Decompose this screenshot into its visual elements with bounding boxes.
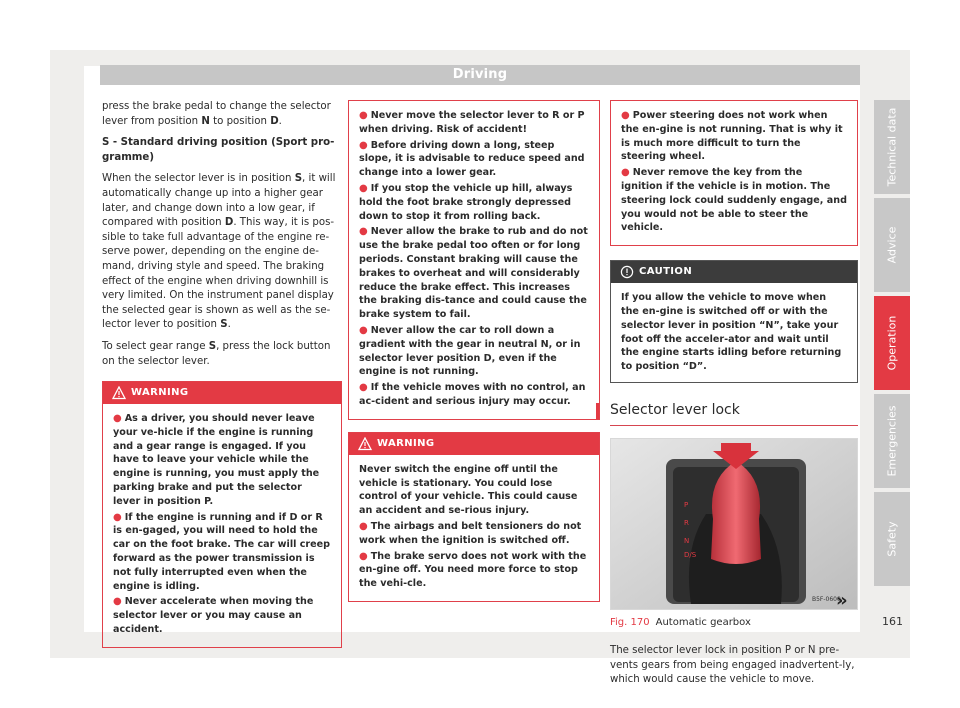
bullet-icon: ● bbox=[359, 226, 368, 238]
bullet-item: ● Power steering does not work when the en-gine is not running. That is why it is much more difficult to turn the steering wheel. bbox=[621, 110, 843, 163]
warning-triangle-icon bbox=[358, 437, 372, 451]
figure-code: B5F-0600 bbox=[812, 595, 841, 603]
warning-continued-body bbox=[349, 101, 599, 419]
bullet-item: ● If the vehicle moves with no control, an ac-cident and serious injury may occur. bbox=[359, 382, 586, 407]
gearbox-figure bbox=[610, 438, 858, 610]
section-title: Selector lever lock bbox=[610, 403, 858, 426]
bullet-item: ● Never accelerate when moving the selector lever or you may cause an accident. bbox=[113, 596, 314, 636]
page-header bbox=[100, 65, 860, 85]
bullet-item: ● The airbags and belt tensioners do not work when the ignition is switched off. bbox=[359, 520, 582, 546]
bullet-item: ● Before driving down a long, steep slope, it is advisable to reduce speed and change into a lower gear. bbox=[359, 139, 585, 179]
gearbox-illustration bbox=[611, 439, 857, 609]
bullet-icon: ● bbox=[359, 550, 368, 562]
warning-body bbox=[103, 404, 341, 647]
caution-circle-icon bbox=[620, 265, 634, 279]
paragraph: press the brake pedal to change the selector lever from position N to position D. bbox=[102, 101, 331, 127]
bullet-icon: ● bbox=[359, 520, 368, 532]
bullet-item: ● As a driver, you should never leave your ve-hicle if the engine is running and a gear range is engaged. If you have to leave your vehicle while the engine is running, you must apply the parking brake and put the selector lever in position P. bbox=[113, 413, 320, 507]
bullet-item: ● Never remove the key from the ignition if the vehicle is in motion. The steering lock could suddenly engage, and you would not be able to steer the vehicle. bbox=[621, 167, 847, 234]
bullet-item: ● Never move the selector lever to R or P when driving. Risk of accident! bbox=[359, 110, 585, 135]
bullet-icon: ● bbox=[113, 413, 122, 425]
warning-triangle-icon bbox=[112, 386, 126, 400]
warning-intro: Never switch the engine off until the vehicle is stationary. You could lose control of your vehicle. This could cause an accident and se-rious injury. bbox=[359, 463, 578, 517]
bullet-icon: ● bbox=[113, 596, 122, 608]
caution-box bbox=[610, 260, 858, 383]
warning-body bbox=[349, 455, 599, 601]
gear-label-r: R bbox=[684, 518, 689, 527]
caution-body: If you allow the vehicle to move when the en-gine is switched off or with the selector lever in position “N”, take your foot off the acceler-ator and wait until the engine starts idling before returning to position “D”. bbox=[621, 292, 842, 373]
column-2 bbox=[348, 100, 588, 602]
subheading: S - Standard driving position (Sport pro-gramme) bbox=[102, 137, 335, 163]
paragraph: To select gear range S, press the lock button on the selector lever. bbox=[102, 340, 331, 367]
bullet-item: ● If the engine is running and if D or R is en-gaged, you will need to hold the car on the foot brake. The car will creep forward as the power transmission is not fully interrupted even when the engine is idling. bbox=[113, 511, 331, 592]
gear-label-p: P bbox=[684, 500, 689, 509]
column-3 bbox=[610, 100, 858, 695]
bullet-item: ● If you stop the vehicle up hill, always hold the foot brake strongly depressed down to stop it from rolling back. bbox=[359, 182, 573, 222]
caution-header: CAUTION bbox=[611, 261, 857, 283]
warning-continued-box bbox=[348, 100, 600, 420]
warning-continued-body bbox=[611, 101, 857, 245]
figure-caption: Fig. 170 Automatic gearbox bbox=[610, 616, 751, 628]
bullet-icon: ● bbox=[621, 110, 630, 121]
gear-label-ds: D/S bbox=[684, 550, 697, 559]
tab-safety[interactable]: Safety bbox=[874, 492, 910, 586]
bullet-icon: ● bbox=[359, 139, 368, 151]
header-title: Driving bbox=[452, 67, 508, 82]
bullet-item: ● Never allow the car to roll down a gradient with the gear in neutral N, or in selector lever position D, even if the engine is not running. bbox=[359, 324, 581, 378]
warning-box bbox=[102, 381, 342, 648]
paragraph: The selector lever lock in position P or N pre-vents gears from being engaged inadvertent-ly, which would cause the vehicle to move. bbox=[610, 645, 855, 686]
continue-arrow-icon: » bbox=[836, 590, 848, 611]
column-1 bbox=[102, 100, 342, 648]
gear-label-n: N bbox=[684, 536, 690, 545]
side-tabs bbox=[874, 100, 910, 590]
bullet-icon: ● bbox=[621, 167, 630, 179]
page-number: 161 bbox=[882, 615, 903, 628]
warning-box-2 bbox=[348, 432, 600, 602]
paragraph: When the selector lever is in position S, it will automatically change up into a higher gear later, and change down into a low gear, if compared with position D. This way, it is pos-sible to take full advantage of the engine re-serve power, depending on the engine de-mand, driving style and speed. The braking effect of the engine when driving downhill is very limited. On the instrument panel display the selected gear is shown as well as the se-lector lever to position S. bbox=[102, 173, 336, 331]
bullet-icon: ● bbox=[113, 511, 122, 523]
bullet-item: ● Never allow the brake to rub and do not use the brake pedal too often or for long periods. Constant braking will cause the brakes to overheat and will considerably reduce the brake effect. This increases the braking dis-tance and could cause the brake system to fail. bbox=[359, 226, 588, 321]
warning-header: WARNING bbox=[349, 433, 599, 455]
bullet-icon: ● bbox=[359, 182, 368, 194]
warning-continued-box bbox=[610, 100, 858, 246]
bullet-icon: ● bbox=[359, 110, 368, 121]
bullet-item: ● The brake servo does not work with the en-gine off. You need more force to stop the vehi-cle. bbox=[359, 550, 587, 590]
tab-technical-data[interactable]: Technical data bbox=[874, 100, 910, 194]
tab-operation[interactable]: Operation bbox=[874, 296, 910, 390]
bullet-icon: ● bbox=[359, 324, 368, 336]
bullet-icon: ● bbox=[359, 382, 368, 394]
tab-emergencies[interactable]: Emergencies bbox=[874, 394, 910, 488]
tab-advice[interactable]: Advice bbox=[874, 198, 910, 292]
warning-header: WARNING bbox=[103, 382, 341, 404]
